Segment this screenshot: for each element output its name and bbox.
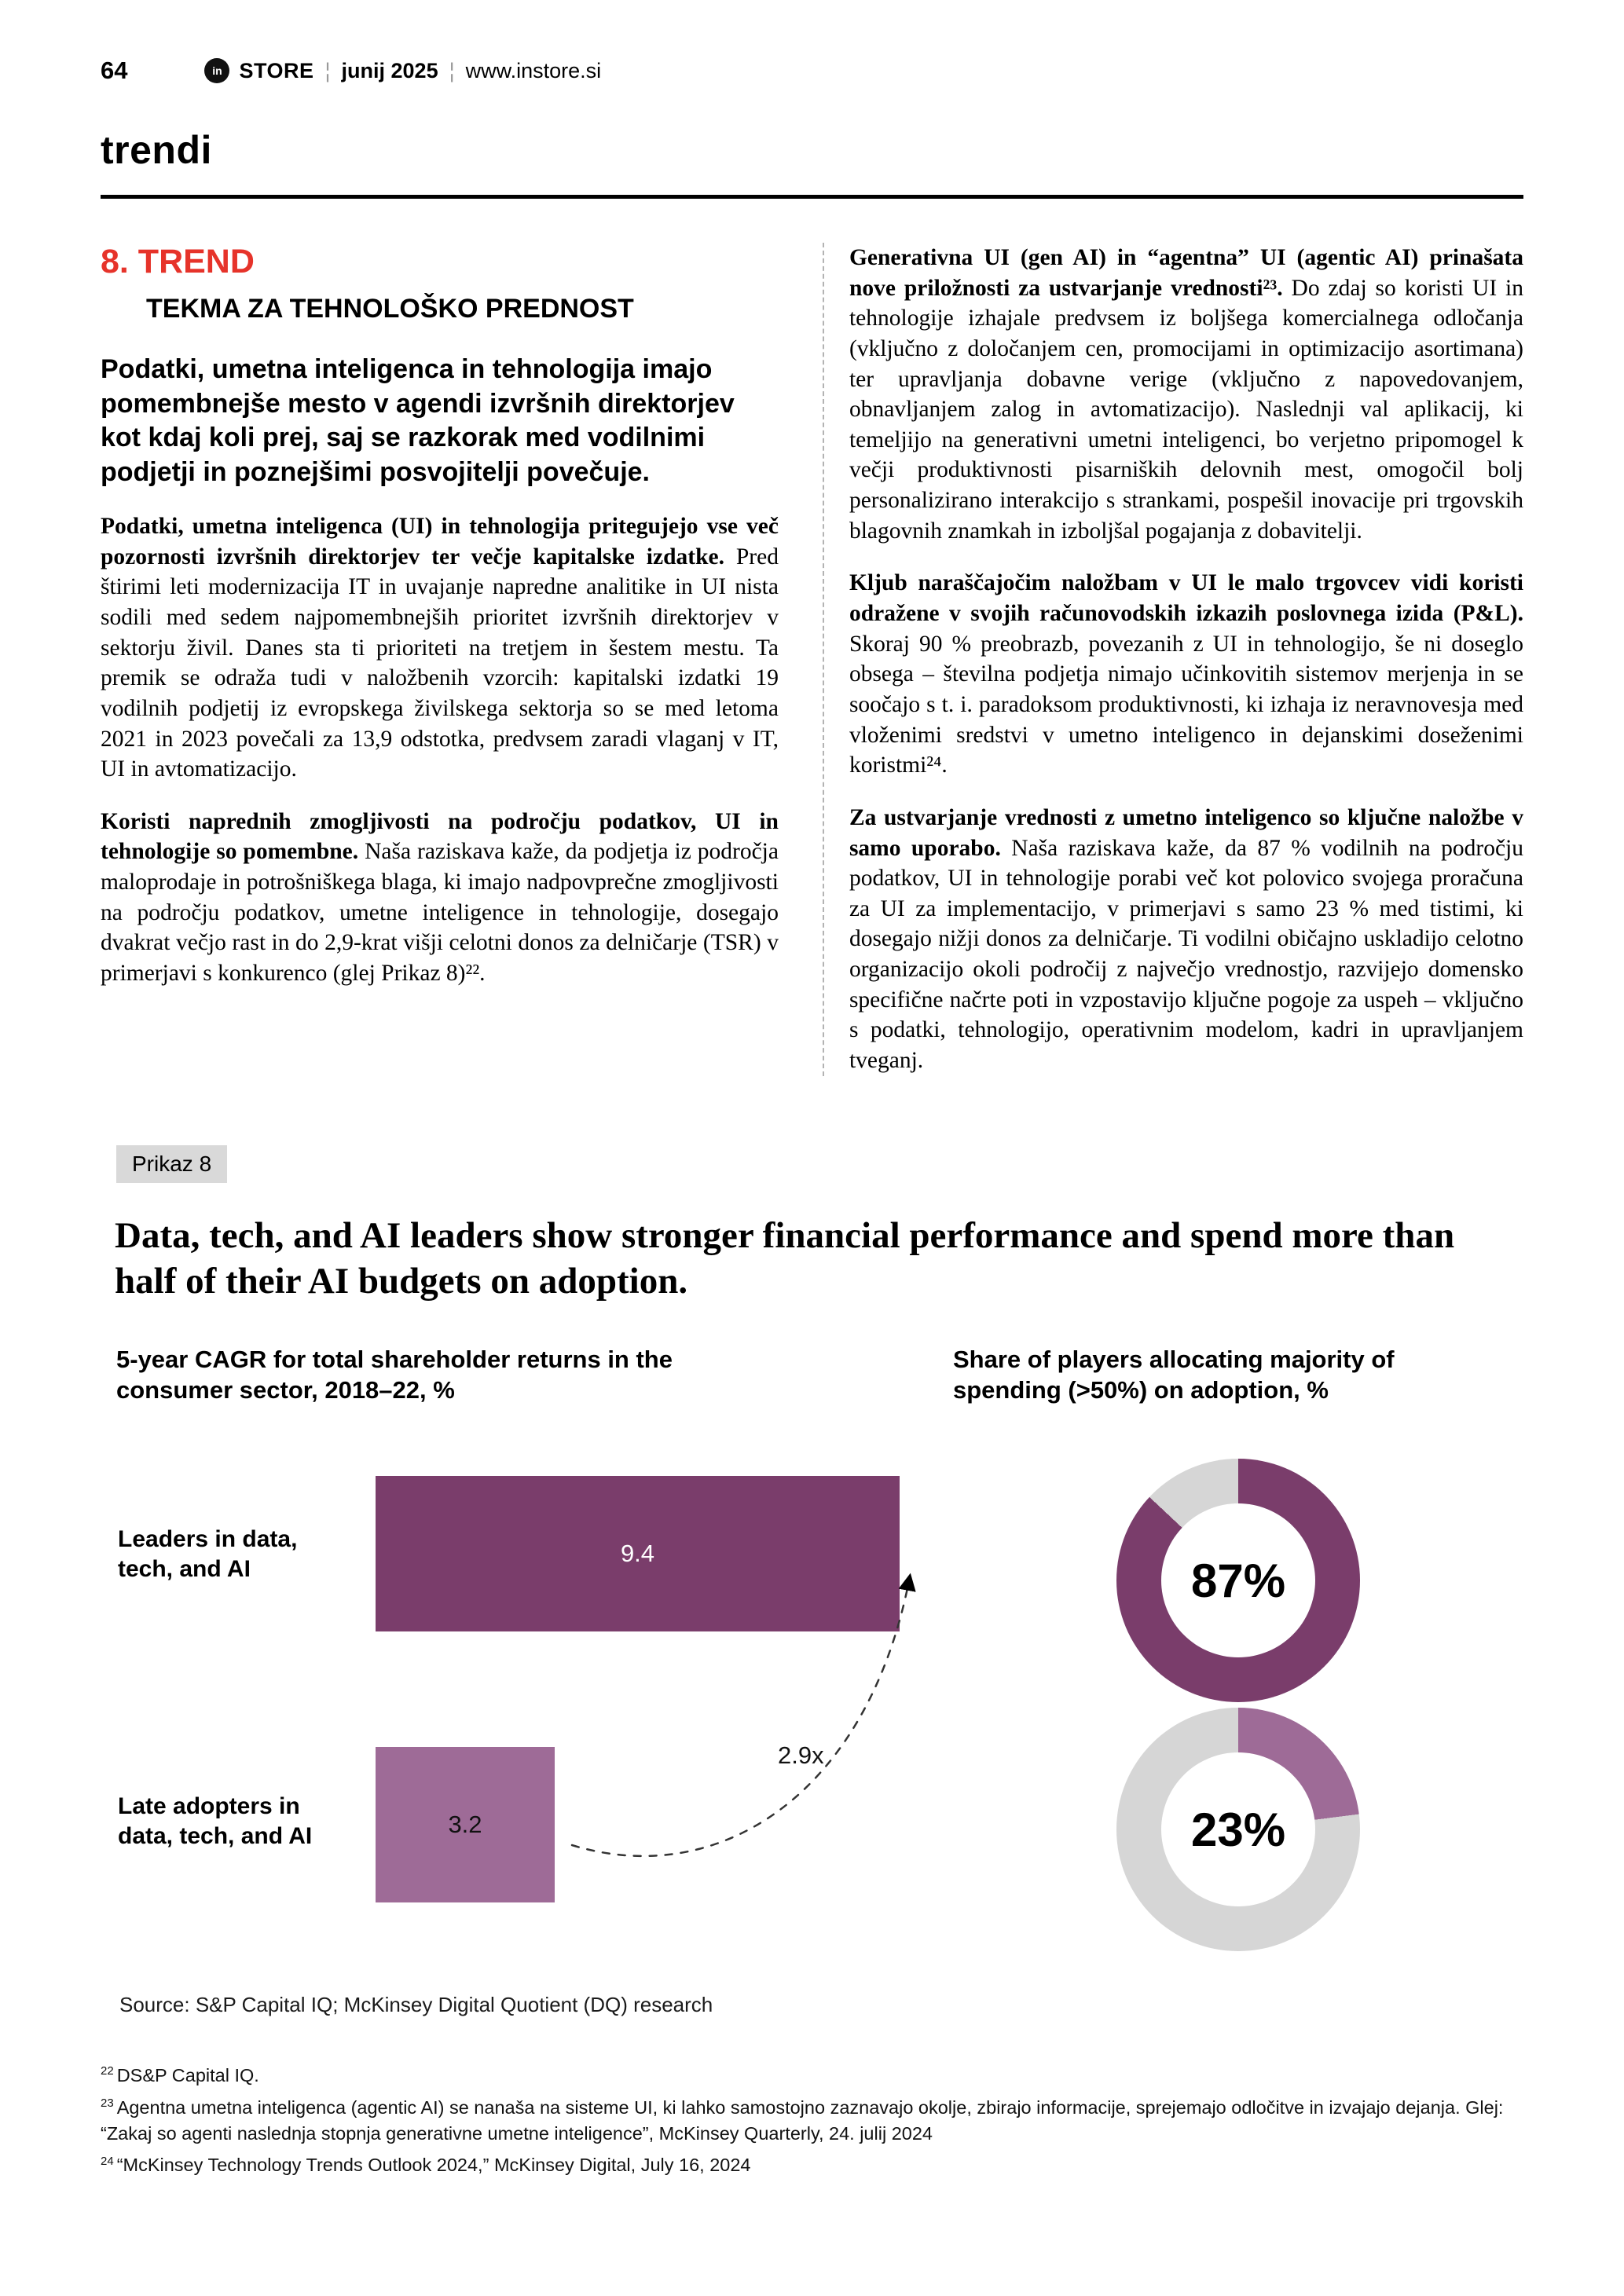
footnote <box>101 2063 1523 2089</box>
footnote-text: Agentna umetna inteligenca (agentic AI) se nanaša na sisteme UI, ki lahko samostojno zaznavajo okolje, zbirajo informacije, sprejemajo odločitve in izvajajo dejanja. Glej: “Zakaj so agenti naslednja stopnja generativne umetne inteligence”, McKinsey Quarterly, 24. julij 2024 <box>101 2096 1504 2144</box>
footnote-marker: 22 <box>101 2064 114 2078</box>
paragraph-rest: Pred štirimi leti modernizacija IT in uvajanje napredne analitike in UI nista sodili med sedem najpomembnejših prioritet izvršnih direktorjev v sektorju živil. Danes sta ti prioriteti na tretjem in šestem mestu. Ta premik se odraža tudi v naložbenih vzorcih: kapitalski izdatki 19 vodilnih podjetij iz evropskega živilskega sektorja so se med letoma 2021 in 2023 povečali za 13,9 odstotka, predvsem zaradi vlaganj v IT, UI in avtomatizacijo. <box>101 544 779 782</box>
section-title: trendi <box>101 128 212 172</box>
donut-value-87: 87% <box>1190 1554 1286 1607</box>
donut-chart-subtitle-text: Share of players allocating majority of spending (>50%) on adoption, % <box>953 1346 1395 1404</box>
exhibit-tag: Prikaz 8 <box>116 1145 227 1183</box>
article-column-left <box>101 243 779 1076</box>
paragraph-lead: Koristi naprednih zmogljivosti na področju podatkov, UI in tehnologije so pomembne. <box>101 808 779 865</box>
footnote-text: DS&P Capital IQ. <box>116 2065 259 2086</box>
article-column-right <box>823 243 1523 1076</box>
bar-chart-subtitle-text: 5-year CAGR for total shareholder returns in the consumer sector, 2018–22, % <box>116 1346 673 1404</box>
exhibit-subtitles <box>116 1344 1523 1405</box>
footnote-marker: 24 <box>101 2154 114 2168</box>
paragraph-rest: Naša raziskava kaže, da podjetja iz področja maloprodaje in potrošniškega blaga, ki imajo nadpovprečne zmogljivosti na področju podatkov, umetne inteligence in tehnologije, dosegajo dvakrat večjo rast in do 2,9-krat višji celotni donos za delničarje (TSR) v primerjavi s konkurenco (glej Prikaz 8)²². <box>101 839 779 987</box>
masthead <box>101 57 1523 85</box>
instore-logo-icon: in <box>204 58 229 83</box>
bar-chart-subtitle <box>116 1344 953 1405</box>
separator-icon: ¦ <box>324 58 331 82</box>
issue-date: junij 2025 <box>341 58 438 82</box>
multiplier-annotation: 2.9x <box>778 1741 824 1770</box>
bar-value-leaders: 9.4 <box>620 1540 655 1568</box>
exhibit-source: Source: S&P Capital IQ; McKinsey Digital Quotient (DQ) research <box>119 1993 713 2017</box>
bar-value-late-adopters: 3.2 <box>448 1811 482 1839</box>
exhibit-canvas <box>101 1437 1523 1979</box>
exhibit-title: Data, tech, and AI leaders show stronger financial performance and spend more than half of their AI budgets on adoption. <box>115 1214 1455 1302</box>
exhibit-8 <box>101 1145 1523 2018</box>
footnote-text: “McKinsey Technology Trends Outlook 2024,” McKinsey Digital, July 16, 2024 <box>116 2155 751 2176</box>
paragraph-rest: Do zdaj so koristi UI in tehnologije izhajale predvsem iz boljšega komercialnega odločanja (vključno z določanjem cen, promocijami in optimizacijo asortimana) ter upravljanja dobavne verige (vključno z napovedovanjem, obnavljanjem zalog in avtomatizacijo). Naslednji val aplikacij, ki temeljijo na generativni umetni inteligenci, bo verjetno pripomogel k večji produktivnosti pisarniških delovnih mest, omogočil bolj personalizirano interakcijo s strankami, pospešil inovacije pri trgovskih blagovnih znamkah in izboljšal pogajanja z dobavitelji. <box>849 275 1524 544</box>
article-lead: Podatki, umetna inteligenca in tehnologija imajo pomembnejše mesto v agendi izvršnih direktorjev kot kdaj koli prej, saj se razkorak med vodilnimi podjetji in poznejšimi posvojitelji povečuje. <box>101 354 735 487</box>
bar-label-leaders: Leaders in data, tech, and AI <box>118 1526 298 1583</box>
donut-chart-23 <box>1116 1708 1360 1951</box>
paragraph <box>849 803 1523 1076</box>
donut-value-23: 23% <box>1190 1803 1286 1856</box>
paragraph <box>849 243 1523 546</box>
donut-chart-subtitle <box>953 1344 1472 1405</box>
footnote <box>101 2152 1523 2178</box>
donut-chart-87 <box>1116 1459 1360 1702</box>
paragraph-lead: Kljub naraščajočim naložbam v UI le malo trgovcev vidi koristi odražene v svojih računovodskih izkazih poslovnega izida (P&L). <box>849 570 1523 627</box>
bar-late-adopters <box>376 1747 555 1902</box>
website-link[interactable]: www.instore.si <box>465 58 602 82</box>
paragraph-lead: Podatki, umetna inteligenca (UI) in tehnologija pritegujejo vse več pozornosti izvršnih direktorjev ter večje kapitalske izdatke. <box>101 514 779 569</box>
paragraph <box>101 807 779 989</box>
article-kicker: 8. TREND <box>101 243 255 280</box>
paragraph-lead: Generativna UI (gen AI) in “agentna” UI (agentic AI) prinašata nove priložnosti za ustvarjanje vrednosti²³. <box>849 245 1523 301</box>
footnotes <box>101 2063 1523 2178</box>
paragraph-rest: Naša raziskava kaže, da 87 % vodilnih na področju podatkov, UI in tehnologije porabi več kot polovico svojega proračuna za UI za implementacijo, v primerjavi s samo 23 % med tistimi, ki dosegajo nižji donos za delničarje. Ti vodilni običajno uskladijo celotno organizacijo okoli področij z največjo vrednostjo, razvijejo domensko specifične načrte poti in vzpostavijo ključne pogoje za uspeh – vključno s podatki, tehnologijo, operativnim modelom, kadri in upravljanjem tveganj. <box>849 835 1523 1074</box>
brand-name: STORE <box>239 58 314 82</box>
separator-icon: ¦ <box>449 58 455 82</box>
section-divider <box>101 195 1523 199</box>
footnote-marker: 23 <box>101 2096 114 2110</box>
paragraph <box>849 568 1523 780</box>
footnote <box>101 2095 1523 2148</box>
article-title: TEKMA ZA TEHNOLOŠKO PREDNOST <box>146 294 634 324</box>
bar-leaders <box>376 1476 900 1631</box>
paragraph <box>101 511 779 785</box>
page-number: 64 <box>101 57 128 84</box>
paragraph-rest: Skoraj 90 % preobrazb, povezanih z UI in tehnologijo, še ni doseglo obsega – številna podjetja nimajo učinkovitih sistemov merjenja in se soočajo s t. i. paradoksom produktivnosti, ki izhaja iz neravnovesja med vloženimi sredstvi v umetno inteligenco in dejanskimi doseženimi koristmi²⁴. <box>849 631 1523 778</box>
bar-label-late-adopters: Late adopters in data, tech, and AI <box>118 1793 313 1850</box>
article <box>101 243 1523 1076</box>
paragraph-lead: Za ustvarjanje vrednosti z umetno inteligenco so ključne naložbe v samo uporabo. <box>849 804 1523 861</box>
